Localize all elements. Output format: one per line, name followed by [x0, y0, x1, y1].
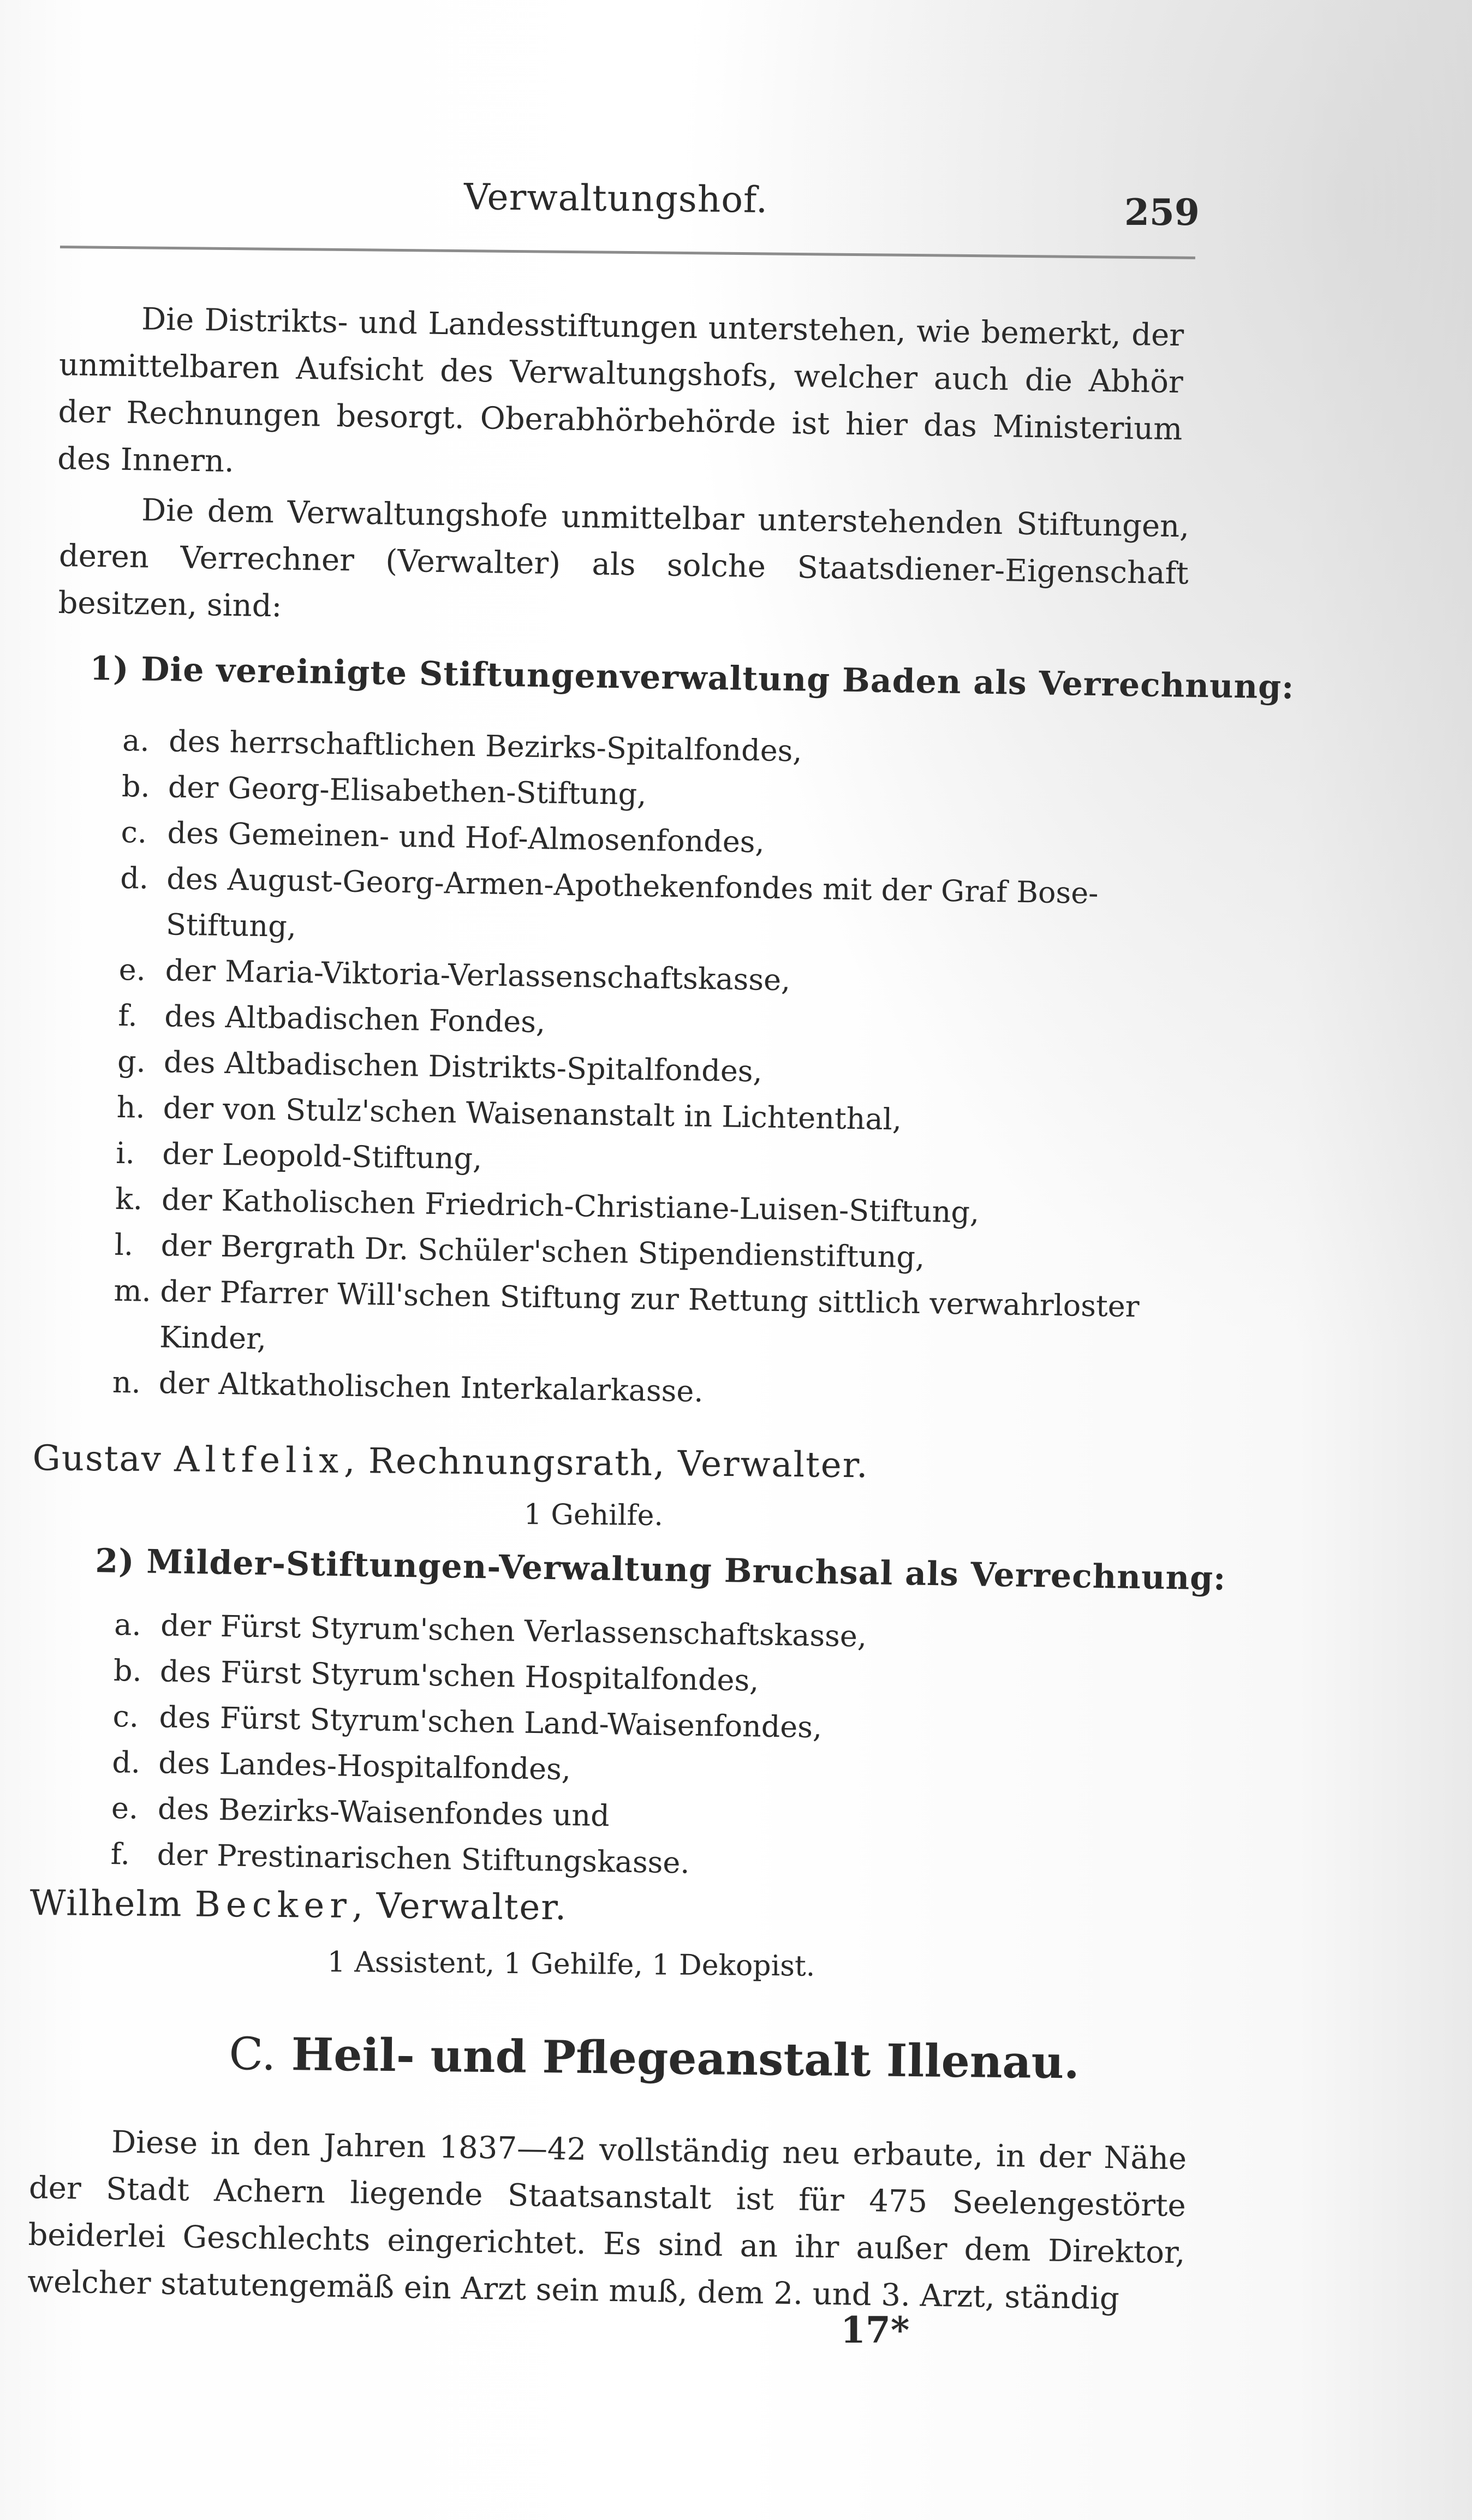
list-text: des Bezirks-Waisenfondes und — [157, 1791, 610, 1833]
list-text: des Fürst Styrum'schen Land-Waisenfondes, — [159, 1700, 823, 1745]
list-marker: e. — [118, 952, 146, 987]
list-marker: d. — [111, 1744, 141, 1780]
section-2-list — [110, 1602, 1042, 1892]
list-marker: c. — [112, 1699, 139, 1734]
list-marker: n. — [112, 1365, 141, 1400]
list-item — [113, 1268, 1184, 1377]
section-2-staff: 1 Assistent, 1 Gehilfe, 1 Dekopist. — [327, 1946, 815, 1983]
list-marker: i. — [115, 1135, 135, 1171]
list-text: der Georg-Elisabethen-Stiftung, — [168, 770, 647, 812]
list-text: des August-Georg-Armen-Apothekenfondes mit der Graf Bose-Stiftung, — [165, 861, 1099, 944]
list-marker: c. — [121, 814, 147, 850]
list-marker: a. — [122, 723, 150, 758]
list-text: des Altbadischen Distrikts-Spitalfondes, — [163, 1045, 763, 1089]
list-text: der Prestinarischen Stiftungskasse. — [157, 1837, 690, 1880]
signature-surname: Altfelix — [174, 1439, 344, 1481]
signature-first-name: Wilhelm — [29, 1883, 183, 1925]
header-rule — [60, 246, 1195, 259]
list-marker: h. — [116, 1089, 146, 1125]
section-1-signature — [32, 1438, 869, 1486]
intro-paragraph-1: Die Distrikts- und Landesstiftungen unterstehen, wie bemerkt, der unmittelbaren Aufsicht des Verwaltungshofs, welcher auch die Abhör der Rechnungen besorgt. Oberabhörbehörde ist hier das Ministerium des Innern. — [57, 301, 1184, 480]
list-marker: b. — [121, 768, 151, 804]
signature-title: , Rechnungsrath, Verwalter. — [343, 1440, 869, 1486]
section-2-heading: 2) Milder-Stiftungen-Verwaltung Bruchsal als Verrechnung: — [94, 1542, 1226, 1598]
list-text: des herrschaftlichen Bezirks-Spitalfondes, — [168, 724, 803, 768]
list-item — [119, 855, 1190, 964]
list-marker: l. — [114, 1227, 134, 1262]
running-header-title: Verwaltungshof. — [463, 176, 768, 221]
list-marker: f. — [117, 998, 138, 1033]
intro-paragraph-2: Die dem Verwaltungshofe unmittelbar unterstehenden Stiftungen, deren Verrechner (Verwalter) als solche Staatsdiener-Eigenschaft besitzen, sind: — [58, 492, 1190, 624]
chapter-c-paragraph: Diese in den Jahren 1837—42 vollständig neu erbaute, in der Nähe der Stadt Achern liegende Staatsanstalt ist für 475 Seelengestörte beiderlei Geschlechts eingerichtet. Es sind an ihr außer dem Direktor, welcher statutengemäß ein Arzt sein muß, dem 2. und 3. Arzt, ständig — [27, 2124, 1187, 2317]
list-marker: d. — [120, 860, 149, 896]
signature-mark: 17* — [841, 2309, 910, 2351]
list-text: des Altbadischen Fondes, — [164, 999, 546, 1040]
section-1-staff: 1 Gehilfe. — [523, 1498, 664, 1533]
signature-surname: Becker — [194, 1884, 353, 1927]
chapter-letter: C. — [228, 2028, 276, 2081]
list-text: der Leopold-Stiftung, — [162, 1136, 482, 1176]
list-text: der Fürst Styrum'schen Verlassenschaftskasse, — [160, 1608, 867, 1654]
section-1-heading: 1) Die vereinigte Stiftungenverwaltung Baden als Verrechnung: — [89, 650, 1295, 707]
chapter-title: Heil- und Pflegeanstalt Illenau. — [291, 2028, 1080, 2089]
list-text: des Gemeinen- und Hof-Almosenfondes, — [167, 815, 765, 860]
signature-first-name: Gustav — [32, 1438, 163, 1480]
list-text: der von Stulz'schen Waisenanstalt in Lichtenthal, — [163, 1091, 902, 1137]
section-2-signature — [29, 1883, 567, 1928]
list-marker: k. — [115, 1181, 143, 1217]
list-text: des Fürst Styrum'schen Hospitalfondes, — [159, 1654, 759, 1698]
list-text: der Bergrath Dr. Schüler'schen Stipendienstiftung, — [160, 1228, 925, 1275]
list-text: der Pfarrer Will'schen Stiftung zur Rettung sittlich verwahrloster Kinder, — [159, 1274, 1140, 1356]
list-text: der Katholischen Friedrich-Christiane-Luisen-Stiftung, — [161, 1182, 980, 1230]
list-marker: e. — [111, 1790, 139, 1826]
page-number: 259 — [1124, 191, 1200, 234]
signature-title: , Verwalter. — [351, 1886, 568, 1928]
list-marker: a. — [114, 1607, 142, 1642]
list-text: des Landes-Hospitalfondes, — [158, 1745, 571, 1787]
chapter-c-heading — [229, 2028, 1080, 2089]
list-marker: g. — [117, 1044, 146, 1079]
list-marker: f. — [110, 1836, 130, 1872]
list-text: der Altkatholischen Interkalarkasse. — [158, 1366, 704, 1409]
list-marker: m. — [114, 1273, 152, 1308]
list-marker: b. — [113, 1653, 142, 1688]
section-1-list — [112, 718, 1193, 1422]
list-text: der Maria-Viktoria-Verlassenschaftskasse, — [165, 953, 791, 998]
